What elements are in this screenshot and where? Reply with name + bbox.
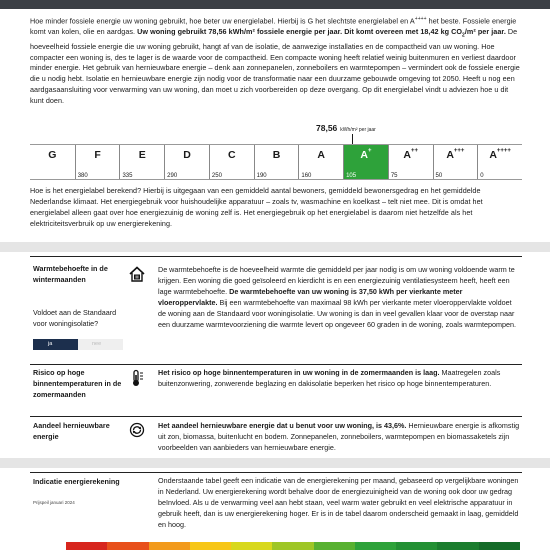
bill-bar-segment: [231, 542, 272, 550]
scale-threshold: 380: [77, 173, 88, 179]
scale-label: A: [317, 149, 326, 161]
scale-threshold: 105: [346, 173, 357, 179]
scale-threshold: 190: [256, 173, 267, 179]
scale-label: C: [227, 149, 236, 161]
scale-label: F: [94, 149, 101, 161]
warmte-text: De warmtebehoefte is de hoeveelheid warmte die gemiddeld per jaar nodig is om uw woning voldoende warm te krijgen. Een woning die goed geïsoleerd en kierdicht is en een energiezuinig ventilatiesysteem heeft, heeft een lage warmtebehoefte. De warmtebehoefte van uw woning is 37,50 kWh per vierkante meter vloeroppervlakte. Bij een warmtebehoefte van maximaal 98 kWh per vierkante meter vloeroppervlakte voldoet de woning aan de Standaard voor woningisolatie. Uw woning is dan in veel gevallen klaar voor de overstap naar een duurzame warmtevoorziening die warmte levert op ongeveer 60 graden in de woning, zoals warmtepompen.: [158, 265, 516, 329]
intro-section: [30, 14, 520, 107]
bill-bar-segment: [66, 542, 107, 550]
indicator-pointer: [352, 134, 353, 144]
scale-label: A++: [403, 148, 418, 161]
explanation-text: Hoe is het energielabel berekend? Hierbij is uitgegaan van een gemiddeld aantal bewoners, gemiddeld bewonersgedrag en het gemiddelde Nederlandse klimaat. Het energiegebruik voor huishoudelijke apparatuur – zoals tv, wasmachine en koelkast – telt niet mee. Dit is omdat het energielabel alleen gaat over hoe energiezuinig de woning zelf is. Het energiegebruik op het energielabel is daarom niet hetzelfde als het elektriciteitsverbruik op uw energierekening.: [30, 186, 483, 228]
scale-cell-0: [30, 145, 75, 179]
hernieuwbaar-title: Aandeel hernieuwbare energie: [33, 421, 110, 441]
isolation-standard-toggle: [33, 339, 123, 350]
renewable-energy-icon: [128, 421, 146, 439]
scale-cell-3: [164, 145, 209, 179]
section-divider: [0, 458, 550, 468]
bill-bar-segment: [355, 542, 396, 550]
bill-bar-segment: [107, 542, 148, 550]
bill-bar-segment: [190, 542, 231, 550]
bill-bar-segment: [437, 542, 478, 550]
scale-threshold: 160: [301, 173, 312, 179]
scale-label: A+: [360, 148, 372, 161]
scale-cell-7: [343, 145, 388, 179]
bill-bar-segment: [479, 542, 520, 550]
scale-label: D: [183, 149, 191, 161]
scale-threshold: 250: [211, 173, 222, 179]
warmte-title: Warmtebehoefte in de wintermaanden: [33, 264, 108, 284]
explanation-section: [30, 186, 520, 230]
scale-threshold: 335: [122, 173, 133, 179]
risico-text: Het risico op hoge binnentemperaturen in uw woning in de zomermaanden is laag. Maatregelen zoals buitenzonwering, zonwerende beglazing en dakisolatie beperken het risico op hoge binnentemperaturen.: [158, 368, 501, 388]
scale-threshold: 75: [390, 173, 398, 179]
scale-cell-8: [388, 145, 433, 179]
section-rule: [30, 416, 522, 417]
energy-bill-color-bar: [66, 542, 520, 550]
scale-threshold: 290: [167, 173, 178, 179]
scale-cell-2: [119, 145, 164, 179]
scale-label: B: [272, 149, 281, 161]
price-level-note: Prijspeil januari 2024: [33, 500, 75, 505]
scale-threshold: 50: [435, 173, 443, 179]
bill-bar-segment: [272, 542, 313, 550]
hernieuwbaar-text: Het aandeel hernieuwbare energie dat u benut voor uw woning, is 43,6%. Hernieuwbare energie is afkomstig uit zon, biomassa, buitenlucht en bodem. Zonnepanelen, zonneboilers, warmtepompen en biomassaketels zijn voorbeelden van aanbieders van hernieuwbare energie.: [158, 421, 520, 452]
section-rule: [30, 472, 522, 473]
scale-cell-5: [254, 145, 299, 179]
rekening-text: Onderstaande tabel geeft een indicatie van de energierekening per maand, gebaseerd op vergelijkbare woningen in Nederland. Uw energierekening wordt behalve door de energiezuinigheid van de woning ook door uw gedrag beïnvloed. Als u de verwarming veel aan hebt staan, veel warm water gebruikt en veel elektrische apparatuur in gebruik heeft, dan is uw energierekening hoger. Er is in de tabel daarom onderscheid gemaakt in laag, gemiddeld en hoog.: [158, 476, 519, 529]
bill-bar-segment: [314, 542, 355, 550]
thermometer-icon: [128, 369, 146, 387]
house-heat-icon: [128, 265, 146, 283]
section-divider: [0, 242, 550, 252]
intro-text: Hoe minder fossiele energie uw woning gebruikt, hoe beter uw energielabel. Hierbij is G het slechtste energielabel en A++++ het beste. Fossiele energie komt van kolen, olie en aardgas. Uw woning gebruikt 78,56 kWh/m² fossiele energie per jaar. Dit komt overeen met 18,42 kg $CO_2/m^2$ per jaar. De hoeveelheid fossiele energie die uw woning gebruikt, hangt af van de isolatie, de aanwezige installaties en de compactheid van uw woning. Hoe compacter een woning is, des te lager is de waarde voor de compactheid. Een compacte woning heeft relatief weinig buitenmuren en verliest daardoor minder energie. Het gebruik van hernieuwbare energie – denk aan zonnepanelen, zonneboilers en warmtepompen – vermindert ook de fossiele energie die u nodig hebt. Isolatie en hernieuwbare energie zijn nodig voor de transformatie naar een duurzame gebouwde omgeving tot 2050. Heeft u nog een aardgasaansluiting voor verwarming van uw woning, dan moet u zich voorbereiden op deze overgang. Op dit energielabel vindt u adviezen hoe u dit kunt doen.: [30, 16, 520, 106]
toggle-no: nee: [78, 339, 123, 350]
bill-bar-segment: [396, 542, 437, 550]
scale-label: G: [48, 149, 57, 161]
scale-label: A+++: [446, 148, 465, 161]
scale-label: A++++: [489, 148, 511, 161]
standaard-question: Voldoet aan de Standaard voor woningisolatie?: [33, 308, 117, 328]
scale-cell-10: [477, 145, 522, 179]
section-rule: [30, 364, 522, 365]
scale-cell-9: [433, 145, 478, 179]
bill-bar-segment: [149, 542, 190, 550]
energy-indicator: 78,56 kWh/m² per jaar: [316, 123, 376, 133]
scale-cell-1: [75, 145, 120, 179]
scale-threshold: 0: [480, 173, 484, 179]
scale-cell-6: [298, 145, 343, 179]
rekening-title: Indicatie energierekening: [33, 477, 120, 486]
scale-cell-4: [209, 145, 254, 179]
section-rule: [30, 256, 522, 257]
risico-title: Risico op hoge binnentemperaturen in de zomermaanden: [33, 368, 122, 399]
scale-label: E: [138, 149, 146, 161]
top-bar: [0, 0, 550, 9]
energy-label-scale: [30, 144, 522, 180]
toggle-yes: ja: [33, 339, 78, 350]
